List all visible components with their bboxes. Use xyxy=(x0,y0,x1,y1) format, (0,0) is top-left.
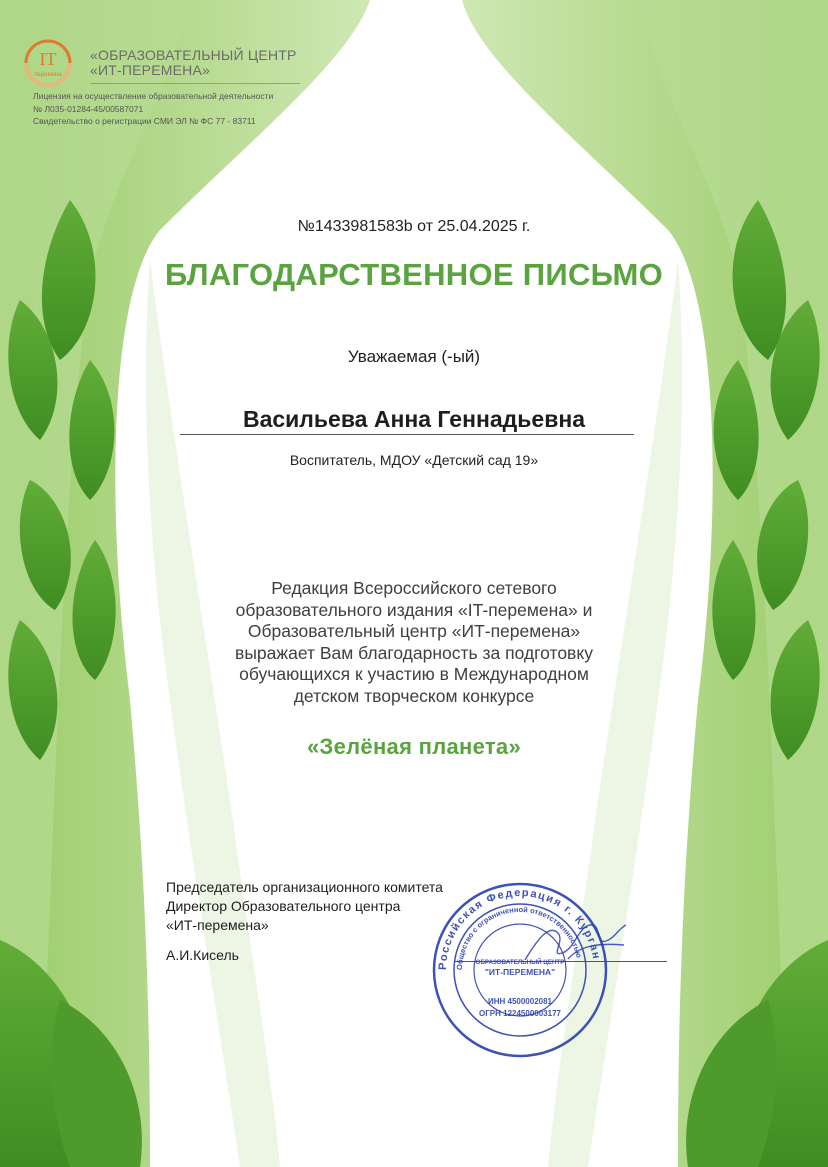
stamp-inn: ИНН 4500002081 xyxy=(487,997,553,1006)
gratitude-text xyxy=(0,578,828,707)
signatory-title xyxy=(166,878,443,935)
name-underline xyxy=(180,434,634,435)
signatory-title-line3: «ИТ-перемена» xyxy=(166,917,269,933)
signatory-title-line2: Директор Образовательного центра xyxy=(166,898,401,914)
salutation: Уважаемая (-ый) xyxy=(347,347,481,366)
stamp-center-line2: "ИТ-ПЕРЕМЕНА" xyxy=(484,967,556,977)
org-name-line1: «ОБРАЗОВАТЕЛЬНЫЙ ЦЕНТР xyxy=(90,47,297,63)
logo-divider xyxy=(90,83,300,84)
body-line: обучающихся к участию в Международном xyxy=(239,664,589,684)
stamp-ogrn: ОГРН 1224500003177 xyxy=(479,1009,561,1018)
org-name-line2: «ИТ-ПЕРЕМЕНА» xyxy=(90,62,210,78)
certificate-number: №1433981583b от 25.04.2025 г. xyxy=(297,218,531,235)
signatory-name: А.И.Кисель xyxy=(166,947,239,963)
recipient-name: Васильева Анна Геннадьевна xyxy=(242,406,586,432)
recipient-position: Воспитатель, МДОУ «Детский сад 19» xyxy=(289,452,539,468)
body-line: выражает Вам благодарность за подготовку xyxy=(235,642,593,663)
license-line: Лицензия на осуществление образовательной деятельности xyxy=(33,91,274,101)
license-info xyxy=(33,90,273,128)
logo-mark: IT xyxy=(39,49,57,69)
license-number: № Л035-01284-45/00587071 xyxy=(33,103,144,114)
body-line: образовательного издания «IT-перемена» и xyxy=(235,599,593,620)
media-registration: Свидетельство о регистрации СМИ ЭЛ № ФС 77 - 83711 xyxy=(33,116,256,126)
org-name xyxy=(90,48,297,78)
document-title: БЛАГОДАРСТВЕННОЕ ПИСЬМО xyxy=(165,257,663,292)
stamp-center-line1: ОБРАЗОВАТЕЛЬНЫЙ ЦЕНТР xyxy=(475,959,565,966)
body-line: детском творческом конкурсе xyxy=(293,685,535,706)
body-line: Образовательный центр «ИТ-перемена» xyxy=(247,621,581,641)
signatory-title-line1: Председатель организационного комитета xyxy=(166,879,443,895)
official-stamp xyxy=(430,880,610,1060)
body-line: Редакция Всероссийского сетевого xyxy=(271,578,557,598)
logo-sub: перемена xyxy=(34,72,62,78)
left-inner-drape xyxy=(146,260,280,1167)
handwritten-signature xyxy=(520,915,630,970)
contest-name: «Зелёная планета» xyxy=(306,734,521,759)
stamp-outer-text: Российская Федерация г. Курган xyxy=(436,886,603,971)
it-logo-icon xyxy=(20,38,78,88)
stamp-inner-text: Общество с ограниченной ответственностью xyxy=(454,904,584,971)
